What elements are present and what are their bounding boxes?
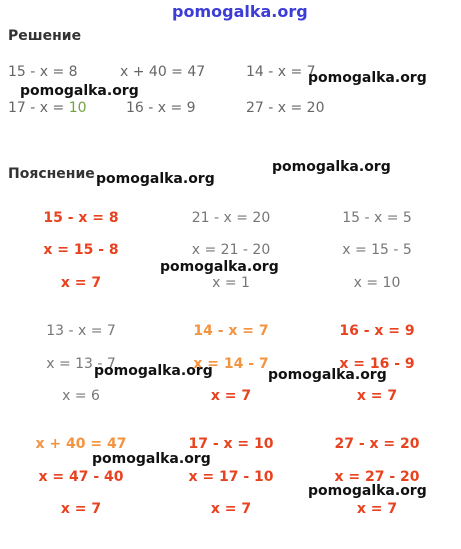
block-8-line-1: 17 - x = 10: [188, 436, 274, 452]
block-1-line-2: x = 15 - 8: [43, 242, 119, 258]
block-7-line-2: x = 47 - 40: [38, 469, 124, 485]
watermark: pomogalka.org: [272, 159, 391, 175]
solution-eq-6: 27 - x = 20: [246, 100, 325, 116]
solution-heading: Решение: [8, 28, 82, 44]
explanation-heading: Пояснение: [8, 166, 95, 182]
block-5-line-1: 14 - x = 7: [193, 323, 269, 339]
block-5-line-3: x = 7: [210, 388, 252, 404]
block-5-line-2: x = 14 - 7: [193, 356, 269, 372]
watermark: pomogalka.org: [20, 83, 139, 99]
block-9-line-3: x = 7: [356, 501, 398, 517]
solution-eq-1: 15 - x = 8: [8, 64, 78, 80]
solution-eq-4-left: 17 - x =: [8, 100, 69, 116]
block-7-line-3: x = 7: [60, 501, 102, 517]
solution-eq-2: x + 40 = 47: [120, 64, 206, 80]
block-3-line-2: x = 15 - 5: [342, 242, 412, 258]
block-1-line-3: x = 7: [60, 275, 102, 291]
solution-eq-3: 14 - x = 7: [246, 64, 316, 80]
watermark: pomogalka.org: [160, 259, 279, 275]
site-name[interactable]: pomogalka.org: [172, 2, 308, 21]
block-8-line-2: x = 17 - 10: [188, 469, 274, 485]
watermark: pomogalka.org: [92, 451, 211, 467]
block-6-line-1: 16 - x = 9: [339, 323, 415, 339]
block-9-line-2: x = 27 - 20: [334, 469, 420, 485]
block-3-line-3: x = 10: [353, 275, 401, 291]
block-2-line-3: x = 1: [212, 275, 250, 291]
block-4-line-1: 13 - x = 7: [46, 323, 116, 339]
block-4-line-2: x = 13 - 7: [46, 356, 116, 372]
block-8-line-3: x = 7: [210, 501, 252, 517]
solution-eq-4-answer: 10: [68, 100, 87, 116]
block-2-line-1: 21 - x = 20: [191, 210, 271, 226]
block-4-line-3: x = 6: [62, 388, 100, 404]
block-3-line-1: 15 - x = 5: [342, 210, 412, 226]
watermark: pomogalka.org: [94, 363, 213, 379]
block-7-line-1: x + 40 = 47: [35, 436, 127, 452]
watermark: pomogalka.org: [96, 171, 215, 187]
block-1-line-1: 15 - x = 8: [43, 210, 119, 226]
watermark: pomogalka.org: [308, 70, 427, 86]
solution-eq-4: [8, 100, 87, 116]
solution-eq-5: 16 - x = 9: [126, 100, 196, 116]
block-9-line-1: 27 - x = 20: [334, 436, 420, 452]
block-6-line-3: x = 7: [356, 388, 398, 404]
block-2-line-2: x = 21 - 20: [191, 242, 271, 258]
block-6-line-2: x = 16 - 9: [339, 356, 415, 372]
watermark: pomogalka.org: [268, 367, 387, 383]
watermark: pomogalka.org: [308, 483, 427, 499]
